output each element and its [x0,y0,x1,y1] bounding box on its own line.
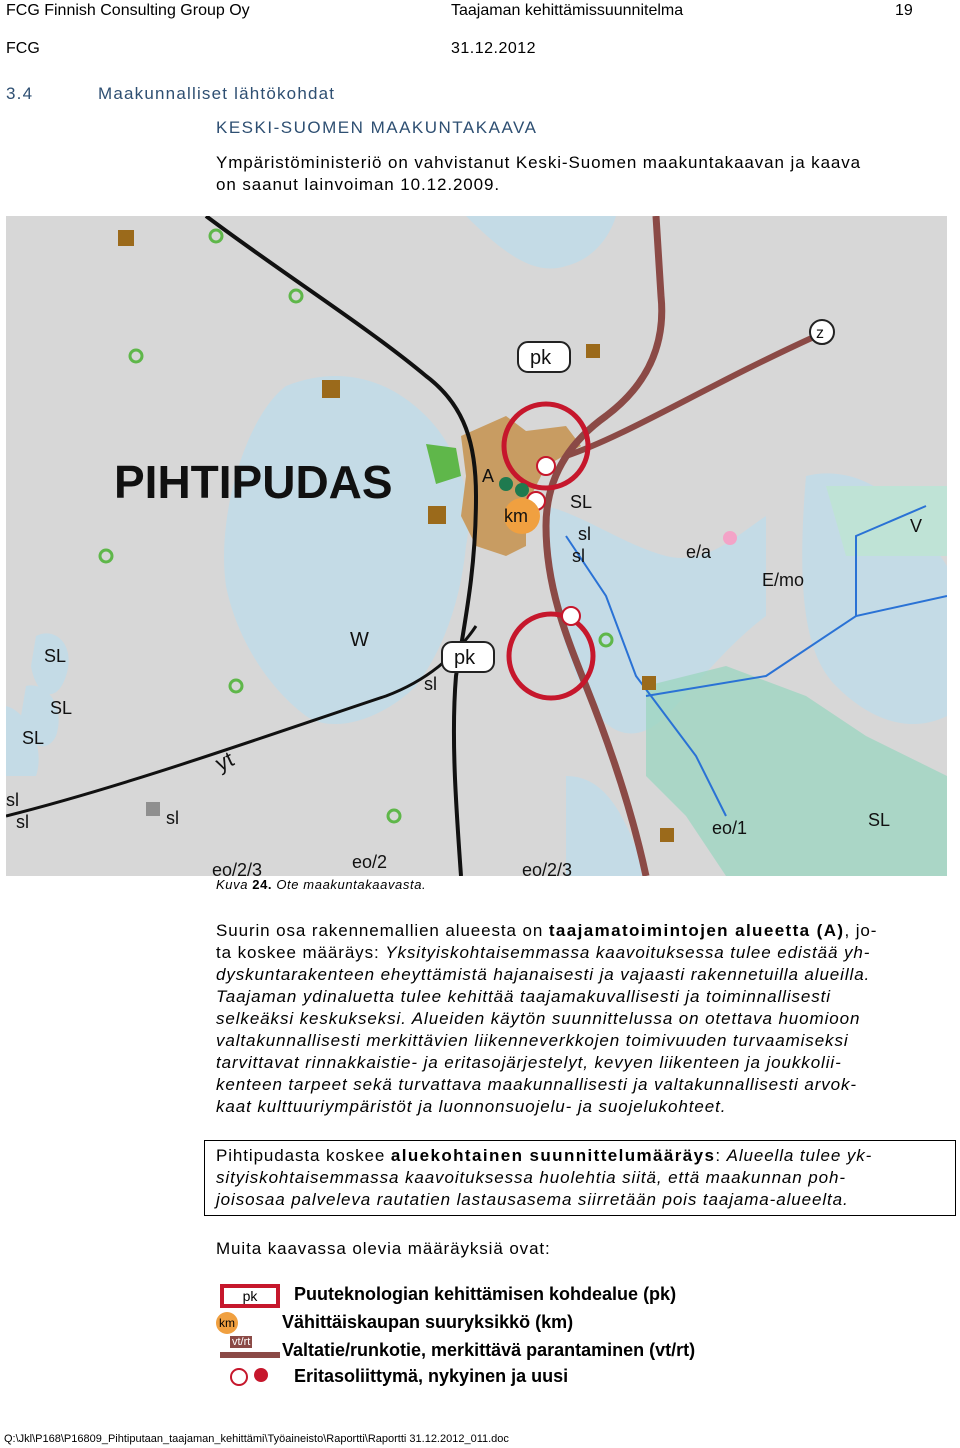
site-square [586,344,600,358]
map-label: yt [211,746,238,777]
text-run: ta koskee määräys: [216,943,386,962]
italic-run: Taajaman ydinaluetta tulee kehittää taajamakuvallisesti ja toiminnallisesti [216,987,831,1006]
interchange-current-icon [230,1368,248,1386]
map-label: km [504,506,528,526]
header-short-name: FCG [6,40,40,57]
map-label: sl [166,808,179,828]
regional-plan-map [6,216,947,876]
legend-km-symbol: km [216,1312,238,1334]
map-label: sl [6,790,19,810]
map-label: e/a [686,542,712,562]
body-line [216,986,952,1008]
interchange-new-icon [254,1368,268,1382]
map-label: eo/2/3 [522,860,573,876]
body-line [216,1145,955,1167]
body-line [216,964,952,986]
map-label: sl [572,546,585,566]
header-company: FCG Finnish Consulting Group Oy [6,2,250,19]
green-dot [499,477,513,491]
section-title: Maakunnalliset lähtökohdat [98,84,336,103]
header-doc-title: Taajaman kehittämissuunnitelma [451,2,684,19]
map-label: SL [22,728,45,748]
italic-run: Yksityiskohtaisemmassa kaavoituksessa tulee edistää yh- [385,943,871,962]
map-label: sl [16,812,29,832]
italic-run: joisosaa palveleva rautatien lastausasema siirretään pois taajama-alueelta. [216,1190,849,1209]
legend-pk-symbol: pk [220,1284,280,1308]
italic-run: kenteen tarpeet sekä turvattava maakunnallisesti ja valtakunnallisesti arvok- [216,1075,857,1094]
z-label: z [816,325,824,342]
caption-number: 24. [252,877,273,892]
intro-line: Ympäristöministeriö on vahvistanut Keski-Suomen maakuntakaavan ja kaava [216,153,862,172]
interchange [562,607,580,625]
map-label: E/mo [762,570,805,590]
subsection-title: KESKI-SUOMEN MAAKUNTAKAAVA [216,118,538,137]
pk-label: pk [530,347,552,369]
body-paragraph-3: Muita kaavassa olevia määräyksiä ovat: [216,1239,551,1258]
site-square [428,506,446,524]
interchange [537,457,555,475]
italic-run: Alueella tulee yk- [726,1146,873,1165]
body-line [216,1096,952,1118]
body-line [216,920,952,942]
boxed-regulation [204,1140,956,1216]
legend-interchange-symbol [226,1364,276,1386]
map-label: SL [44,646,67,666]
italic-run: valtakunnallisesti merkittävien liikenneverkkojen toimivuuden turvaamiseksi [216,1031,849,1050]
body-line [216,1030,952,1052]
italic-run: selkeäksi keskukseksi. Alueiden käytön suunnittelussa on otettava huomioon [216,1009,861,1028]
caption-prefix: Kuva [216,877,249,892]
emphasis: aluekohtainen suunnittelumääräys [390,1146,716,1165]
site-square [322,380,340,398]
town-label: PIHTIPUDAS [114,456,393,508]
site-square [118,230,134,246]
text-run: : [715,1146,727,1165]
text-run: , jo- [844,921,878,940]
map-label: eo/2/3 [212,860,263,876]
site-square [146,802,160,816]
body-line [216,942,952,964]
map-label: A [482,466,495,486]
intro-paragraph [216,152,861,196]
caption-text: Ote maakuntakaavasta. [276,877,427,892]
legend-label: Eritasoliittymä, nykyinen ja uusi [294,1366,569,1386]
section-number: 3.4 [6,84,34,103]
map-legend [216,1278,946,1402]
italic-run: kaat kulttuuriympäristöt ja luonnonsuojelu- ja suojelukohteet. [216,1097,727,1116]
body-line [216,1052,952,1074]
body-line [216,1167,955,1189]
map-label: W [350,629,369,651]
site-square [642,676,656,690]
body-line [216,1074,952,1096]
page-number: 19 [895,2,913,19]
text-run: Suurin osa rakennemallien alueesta on [216,921,549,940]
map-label: sl [578,524,591,544]
italic-run: dyskuntarakenteen eheyttämistä hajanaisesti ja vajaasti rakennetuilla alueilla. [216,965,871,984]
header-date: 31.12.2012 [451,40,537,57]
legend-road-code: vt/rt [232,1336,251,1348]
map-label: eo/2 [352,852,388,872]
footer-path: Q:\Jkl\P168\P16809_Pihtiputaan_taajaman_kehittämi\Työaineisto\Raportti\Raportti 31.12.2012_011.doc [4,1433,509,1445]
map-label: SL [50,698,73,718]
site-square [660,828,674,842]
legend-label: Valtatie/runkotie, merkittävä parantaminen (vt/rt) [282,1340,696,1360]
map-label: SL [570,492,593,512]
italic-run: tarvittavat rinnakkaistie- ja eritasojärjestelyt, kevyen liikenteen ja joukkolii- [216,1053,842,1072]
figure-caption [216,877,426,892]
map-label: sl [424,674,437,694]
map-label: eo/1 [712,818,748,838]
body-paragraph [216,920,952,1118]
italic-run: sityiskohtaisemmassa kaavoituksessa huolehtia siitä, että maakunnan poh- [216,1168,846,1187]
map-label: V [910,516,923,536]
pink-dot [723,531,737,545]
text-run: Pihtipudasta koskee [216,1146,391,1165]
green-dot [515,483,529,497]
legend-road-line [220,1352,280,1358]
pk-label: pk [454,647,476,669]
body-line [216,1189,955,1211]
legend-label: Puuteknologian kehittämisen kohdealue (pk) [294,1284,677,1304]
intro-line: on saanut lainvoiman 10.12.2009. [216,175,500,194]
map-label: SL [868,810,891,830]
emphasis: taajamatoimintojen alueetta (A) [548,921,845,940]
legend-label: Vähittäiskaupan suuryksikkö (km) [282,1312,574,1332]
body-line [216,1008,952,1030]
protection-area [826,486,947,556]
